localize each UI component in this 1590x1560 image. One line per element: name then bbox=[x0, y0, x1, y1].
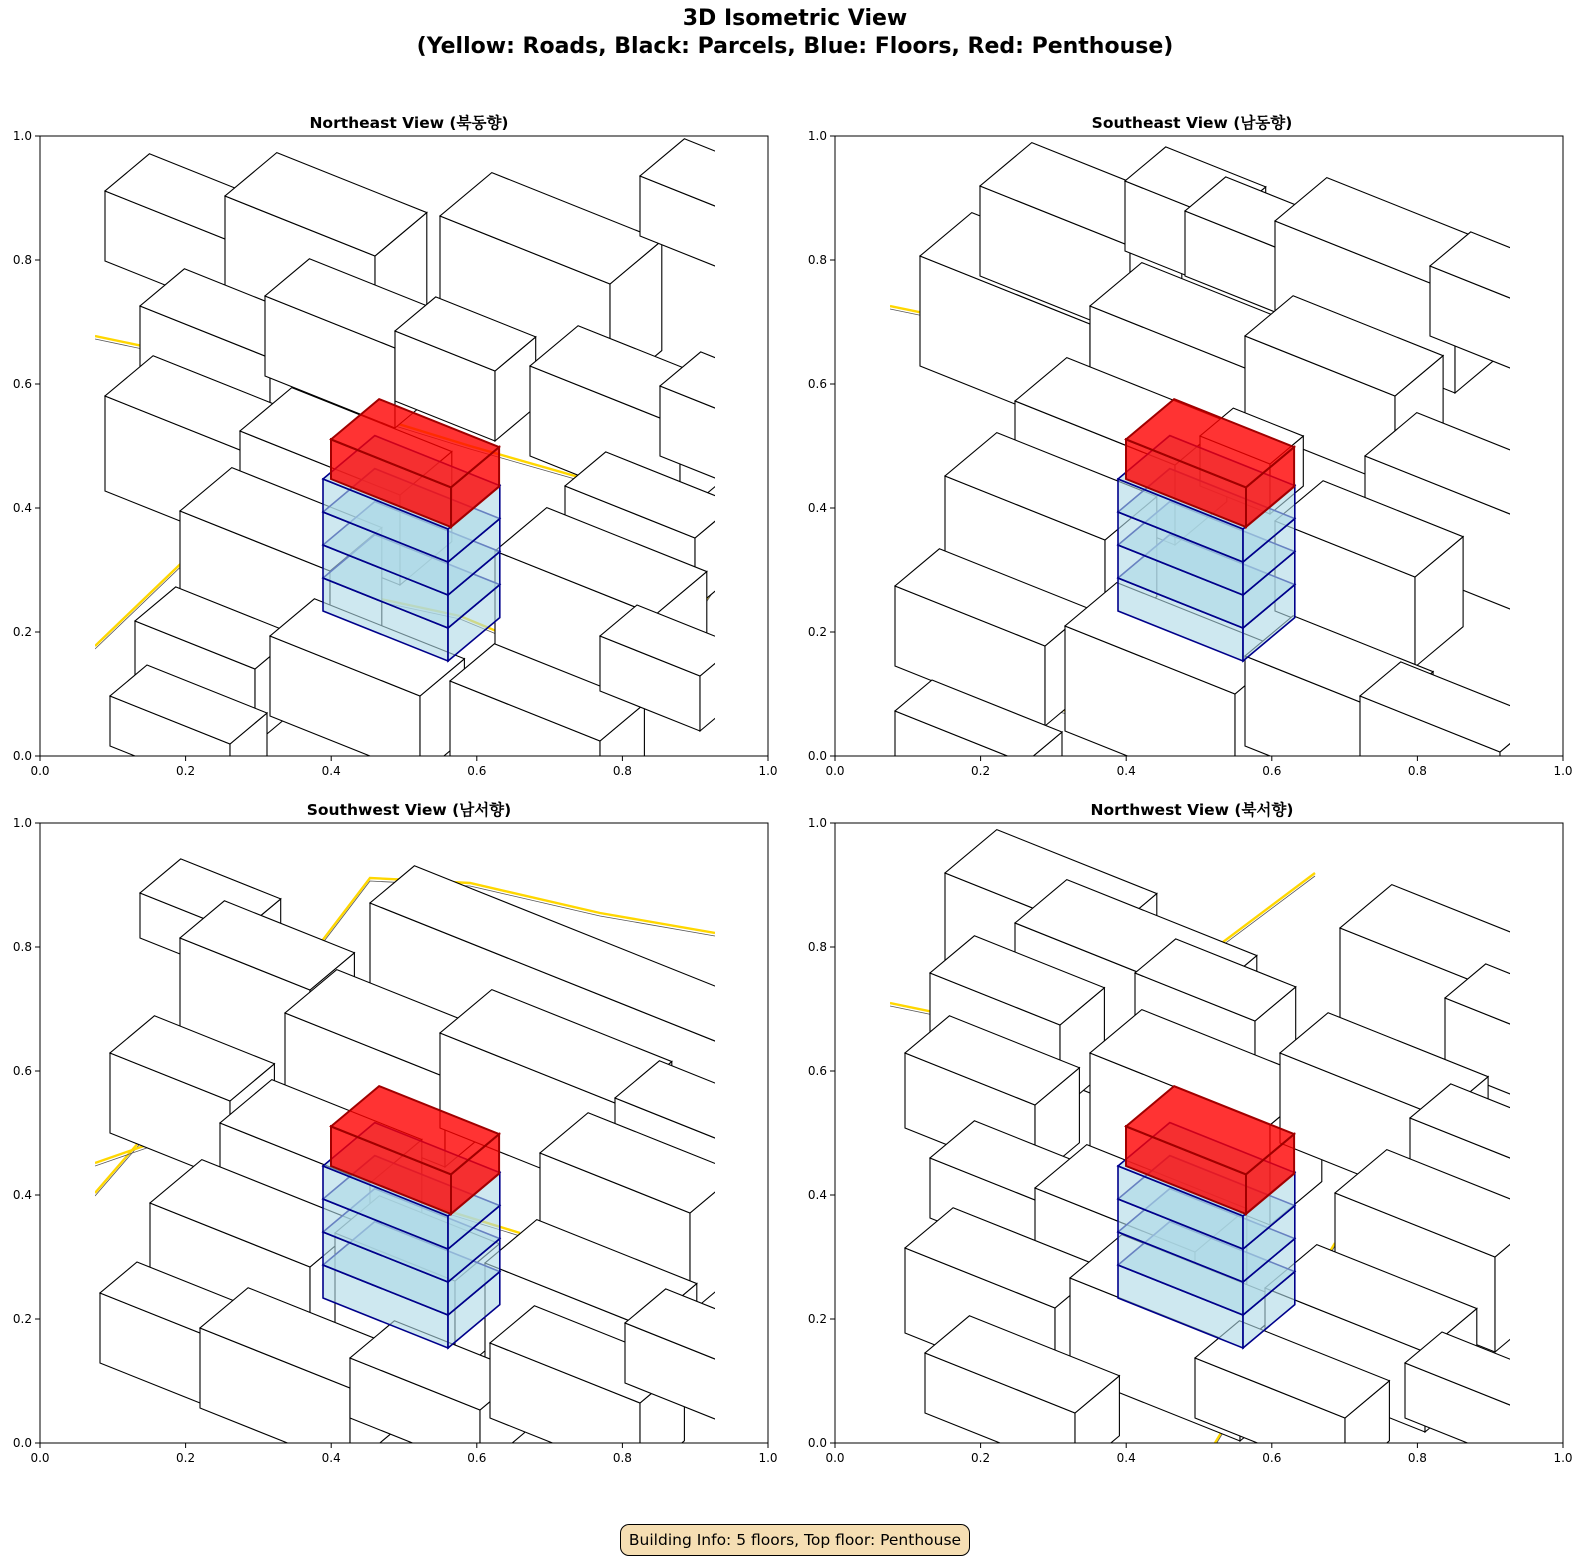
x-tick-label: 0.6 bbox=[1262, 1451, 1282, 1465]
parcel-building-3-side-face bbox=[720, 171, 764, 268]
x-tick-label: 0.8 bbox=[612, 1451, 632, 1465]
parcel-building-5-side-face bbox=[1525, 996, 1566, 1100]
x-tick-label: 0.2 bbox=[176, 1451, 196, 1465]
y-tick-label: 0.2 bbox=[807, 625, 827, 639]
x-tick-label: 0.6 bbox=[467, 764, 487, 778]
y-tick-label: 0.6 bbox=[807, 1064, 827, 1078]
x-tick-label: 1.0 bbox=[758, 764, 778, 778]
northeast-view-panel bbox=[0, 128, 790, 780]
y-tick-label: 0.0 bbox=[807, 1436, 827, 1450]
y-tick-label: 1.0 bbox=[807, 129, 827, 143]
panel-title-southeast: Southeast View (남동향) bbox=[1091, 114, 1293, 132]
y-tick-label: 0.6 bbox=[807, 377, 827, 391]
y-tick-label: 0.2 bbox=[12, 625, 32, 639]
target-building bbox=[1118, 1086, 1295, 1348]
y-tick-label: 0.4 bbox=[12, 501, 32, 515]
x-tick-label: 0.8 bbox=[1407, 764, 1427, 778]
panel-title-southwest: Southwest View (남서향) bbox=[306, 801, 512, 819]
northwest-view-panel bbox=[795, 815, 1590, 1467]
x-tick-label: 0.8 bbox=[1407, 1451, 1427, 1465]
x-tick-label: 0.2 bbox=[176, 764, 196, 778]
x-tick-label: 0.4 bbox=[321, 764, 341, 778]
y-tick-label: 0.8 bbox=[807, 940, 827, 954]
x-tick-label: 0.0 bbox=[30, 1451, 50, 1465]
parcel-building-9-side-face bbox=[1520, 1128, 1561, 1242]
x-tick-label: 0.6 bbox=[1262, 764, 1282, 778]
figure-subtitle: (Yellow: Roads, Black: Parcels, Blue: Floors, Red: Penthouse) bbox=[416, 34, 1174, 59]
figure-title: 3D Isometric View bbox=[682, 6, 908, 31]
parcel-building-8-side-face bbox=[730, 380, 771, 484]
y-tick-label: 0.0 bbox=[12, 749, 32, 763]
parcel-building-17 bbox=[1360, 662, 1541, 812]
x-tick-label: 0.0 bbox=[30, 764, 50, 778]
y-tick-label: 0.4 bbox=[12, 1188, 32, 1202]
y-tick-label: 0.8 bbox=[12, 940, 32, 954]
x-tick-label: 0.4 bbox=[321, 1451, 341, 1465]
y-tick-label: 0.0 bbox=[12, 1436, 32, 1450]
y-tick-label: 0.6 bbox=[12, 377, 32, 391]
scene bbox=[890, 830, 1566, 1478]
parcel-building-18-side-face bbox=[1515, 1376, 1552, 1462]
x-tick-label: 0.0 bbox=[825, 764, 845, 778]
parcel-building-7-side-face bbox=[735, 1109, 779, 1236]
target-building bbox=[323, 1086, 500, 1348]
plot-area bbox=[13, 129, 778, 816]
x-tick-label: 1.0 bbox=[1553, 1451, 1573, 1465]
y-tick-label: 0.0 bbox=[807, 749, 827, 763]
plot-area bbox=[13, 816, 794, 1478]
y-tick-label: 1.0 bbox=[807, 816, 827, 830]
y-tick-label: 0.2 bbox=[807, 1312, 827, 1326]
parcel-building-10-side-face bbox=[1525, 477, 1577, 615]
x-tick-label: 0.6 bbox=[467, 1451, 487, 1465]
y-tick-label: 0.8 bbox=[12, 253, 32, 267]
plot-area bbox=[808, 816, 1573, 1478]
y-tick-label: 0.4 bbox=[807, 1188, 827, 1202]
southeast-view-panel bbox=[795, 128, 1590, 780]
scene bbox=[890, 143, 1577, 812]
southwest-view-panel bbox=[0, 815, 790, 1467]
y-tick-label: 0.4 bbox=[807, 501, 827, 515]
x-tick-label: 0.2 bbox=[971, 764, 991, 778]
plot-area bbox=[808, 129, 1577, 812]
x-tick-label: 0.2 bbox=[971, 1451, 991, 1465]
scene bbox=[95, 139, 771, 816]
scene bbox=[95, 859, 794, 1478]
panel-title-northeast: Northeast View (북동향) bbox=[309, 114, 509, 132]
target-building bbox=[323, 399, 500, 661]
x-tick-label: 0.4 bbox=[1116, 764, 1136, 778]
x-tick-label: 1.0 bbox=[758, 1451, 778, 1465]
y-tick-label: 1.0 bbox=[12, 129, 32, 143]
y-tick-label: 1.0 bbox=[12, 816, 32, 830]
y-tick-label: 0.8 bbox=[807, 253, 827, 267]
target-building bbox=[1118, 399, 1295, 661]
parcel-building-5-side-face bbox=[1520, 268, 1561, 372]
y-tick-label: 0.2 bbox=[12, 1312, 32, 1326]
parcel-building-3-side-face bbox=[750, 1018, 794, 1195]
parcel-building-16-side-face bbox=[725, 1329, 766, 1423]
building-info-box: Building Info: 5 floors, Top floor: Penthouse bbox=[620, 1524, 970, 1556]
x-tick-label: 0.4 bbox=[1116, 1451, 1136, 1465]
x-tick-label: 1.0 bbox=[1553, 764, 1573, 778]
y-tick-label: 0.6 bbox=[12, 1064, 32, 1078]
panel-title-northwest: Northwest View (북서향) bbox=[1090, 801, 1294, 819]
x-tick-label: 0.8 bbox=[612, 764, 632, 778]
x-tick-label: 0.0 bbox=[825, 1451, 845, 1465]
